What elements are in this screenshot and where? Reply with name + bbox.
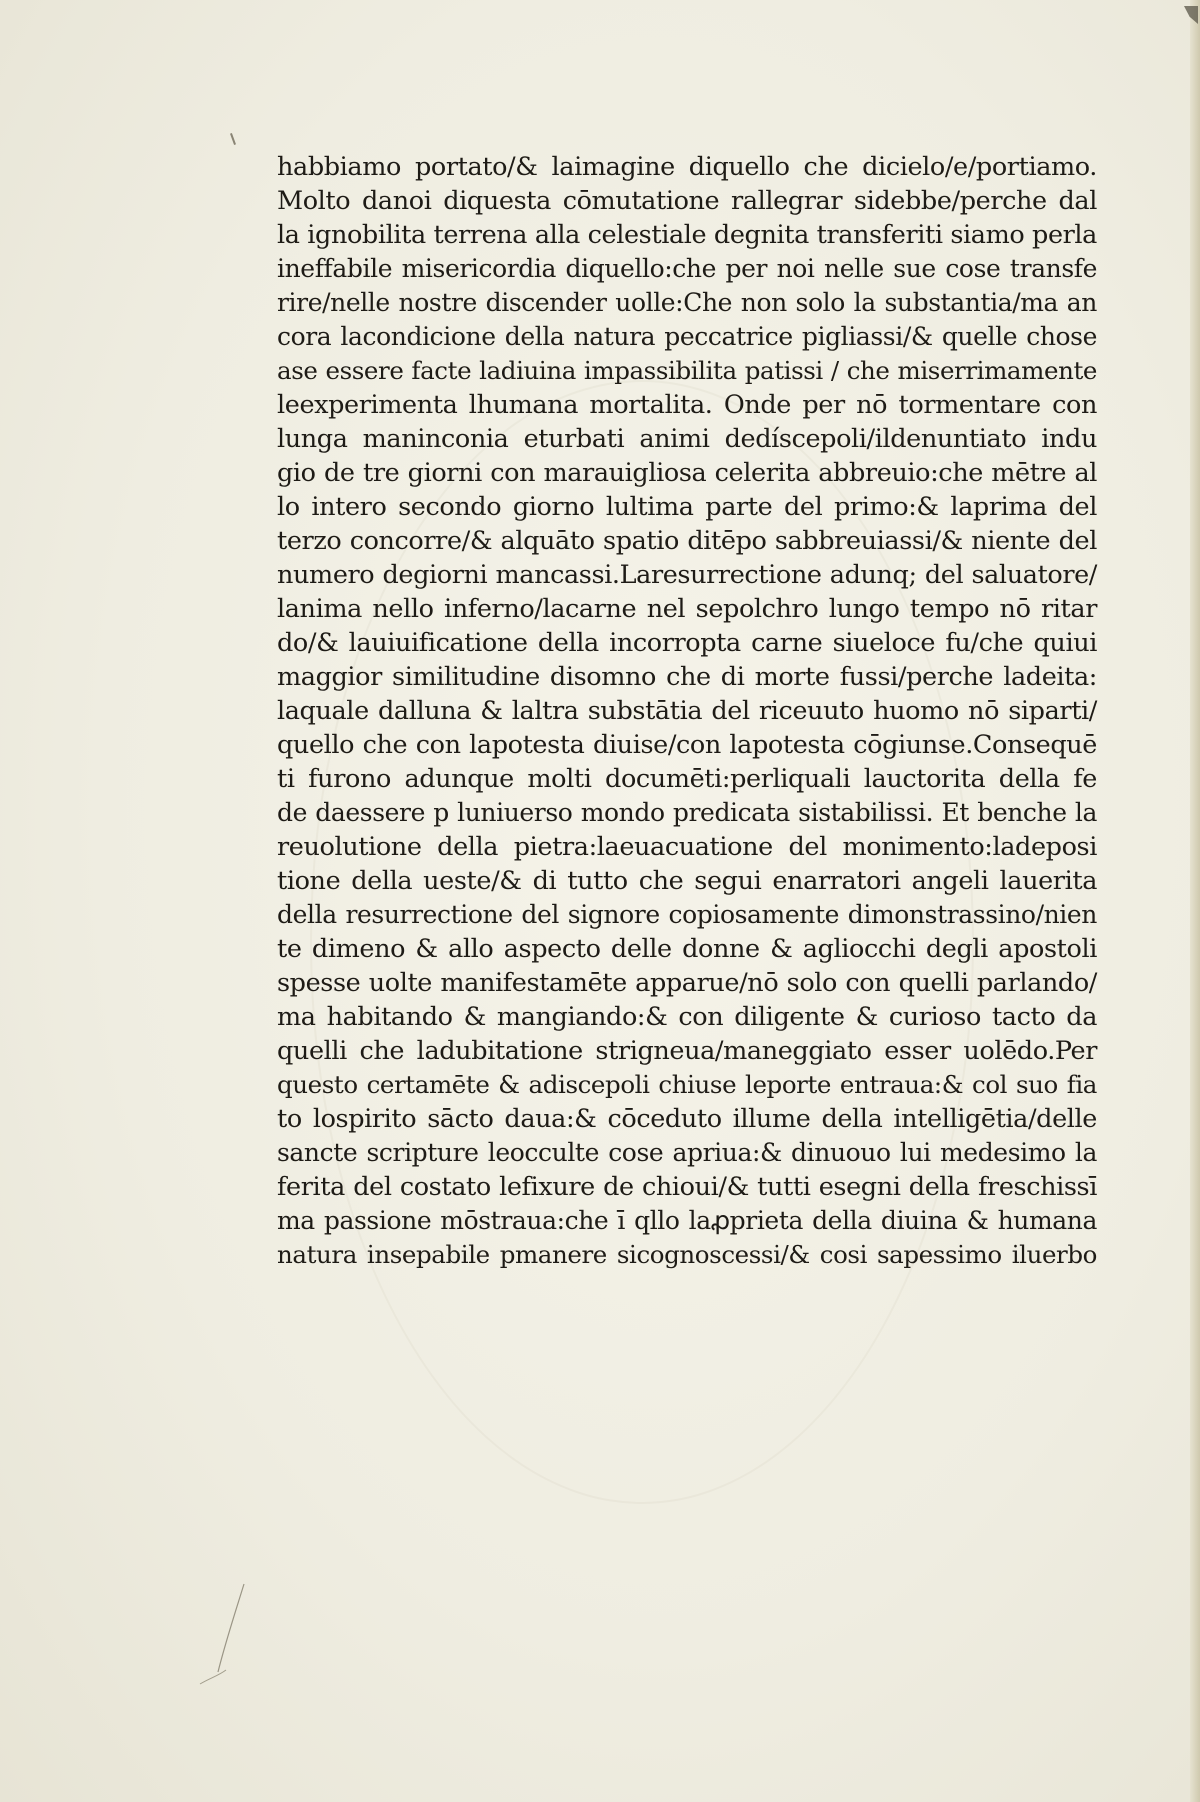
text-line: gio de tre giorni con marauigliosa celerita abbreuio:che mētre al (277, 458, 1097, 488)
text-line: la ignobilita terrena alla celestiale degnita transferiti siamo perla (277, 220, 1097, 250)
body-text (277, 150, 1097, 1272)
text-line: ferita del costato lefixure de chioui/& tutti esegni della freschissī (277, 1172, 1097, 1202)
text-line: ma habitando & mangiando:& con diligente & curioso tacto da (277, 1002, 1097, 1032)
text-line: to lospirito sācto daua:& cōceduto illume della intelligētia/delle (277, 1104, 1097, 1134)
text-line: della resurrectione del signore copiosamente dimonstrassino/nien (277, 900, 1097, 929)
text-line: lo intero secondo giorno lultima parte del primo:& laprima del (277, 492, 1097, 522)
text-line: reuolutione della pietra:laeuacuatione del monimento:ladeposi (277, 832, 1097, 862)
page-edge (1190, 0, 1200, 1802)
text-line: ma passione mōstraua:che ī qllo laꝓprieta della diuina & humana (277, 1206, 1097, 1235)
text-line: Molto danoi diquesta cōmutatione rallegrar sidebbe/perche dal (277, 186, 1097, 216)
text-line: natura insepabile pmanere sicognoscessi/& cosi sapessimo iluerbo (277, 1240, 1097, 1269)
text-line: cora lacondicione della natura peccatrice pigliassi/& quelle chose (277, 322, 1097, 351)
text-line: questo certamēte & adiscepoli chiuse leporte entraua:& col suo fia (277, 1070, 1097, 1099)
text-line: numero degiorni mancassi.Laresurrectione adunq; del saluatore/ (277, 560, 1097, 590)
text-line: spesse uolte manifestamēte apparue/nō solo con quelli parlando/ (277, 968, 1097, 998)
text-line: leexperimenta lhumana mortalita. Onde per nō tormentare con (277, 390, 1097, 420)
text-line: sancte scripture leocculte cose apriua:& dinuouo lui medesimo la (277, 1138, 1097, 1167)
text-line: maggior similitudine disomno che di morte fussi/perche ladeita: (277, 662, 1097, 692)
text-line: ase essere facte ladiuina impassibilita patissi / che miserrimamente (277, 356, 1097, 385)
text-line: ti furono adunque molti documēti:perliquali lauctorita della fe (277, 764, 1097, 794)
text-line: habbiamo portato/& laimagine diquello che dicielo/e/portiamo. (277, 152, 1097, 182)
pen-stroke-mark (196, 1580, 256, 1690)
text-line: lunga maninconia eturbati animi dedíscepoli/ildenuntiato indu (277, 424, 1097, 454)
text-line: rire/nelle nostre discender uolle:Che non solo la substantia/ma an (277, 288, 1097, 317)
text-line: ineffabile misericordia diquello:che per noi nelle sue cose transfe (277, 254, 1097, 283)
text-line: lanima nello inferno/lacarne nel sepolchro lungo tempo nō ritar (277, 594, 1097, 624)
text-line: quelli che ladubitatione strigneua/maneggiato esser uolēdo.Per (277, 1036, 1097, 1066)
text-line: tione della ueste/& di tutto che segui enarratori angeli lauerita (277, 866, 1097, 896)
text-line: do/& lauiuificatione della incorropta carne siueloce fu/che quiui (277, 628, 1097, 658)
text-line: de daessere p luniuerso mondo predicata sistabilissi. Et benche la (277, 798, 1097, 827)
text-line: laquale dalluna & laltra substātia del riceuuto huomo nō siparti/ (277, 696, 1097, 726)
text-line: te dimeno & allo aspecto delle donne & agliocchi degli apostoli (277, 934, 1097, 964)
text-line: terzo concorre/& alquāto spatio ditēpo sabbreuiassi/& niente del (277, 526, 1097, 556)
ink-speck (230, 133, 236, 145)
text-line: quello che con lapotesta diuise/con lapotesta cōgiunse.Consequē (277, 730, 1097, 760)
